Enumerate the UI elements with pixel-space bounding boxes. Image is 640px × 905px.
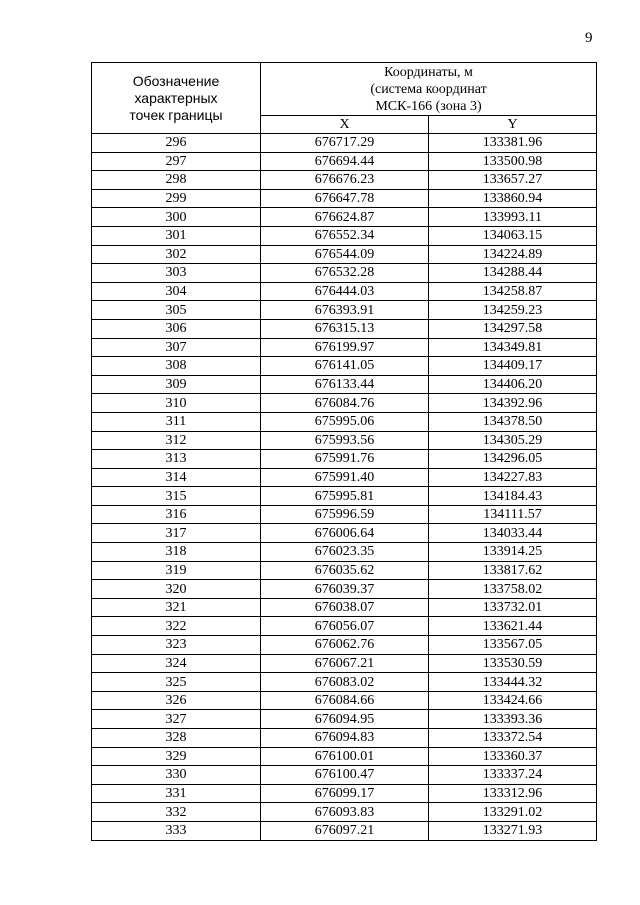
x-coordinate-cell: 676133.44 <box>261 375 429 394</box>
table-row <box>92 821 597 840</box>
header-coordinates-line: (система координат <box>370 81 487 97</box>
y-coordinate-cell: 133393.36 <box>429 710 597 729</box>
header-row-top <box>92 63 597 116</box>
x-coordinate-cell: 676006.64 <box>261 524 429 543</box>
table-row <box>92 654 597 673</box>
table-row <box>92 357 597 376</box>
y-coordinate-cell: 134184.43 <box>429 487 597 506</box>
point-number-cell: 322 <box>92 617 261 636</box>
x-coordinate-cell: 675991.76 <box>261 450 429 469</box>
table-row <box>92 319 597 338</box>
y-coordinate-cell: 133271.93 <box>429 821 597 840</box>
table-row <box>92 394 597 413</box>
table-row <box>92 617 597 636</box>
header-coordinates-line: Координаты, м <box>384 64 473 80</box>
y-coordinate-cell: 134259.23 <box>429 301 597 320</box>
x-coordinate-cell: 676035.62 <box>261 561 429 580</box>
y-coordinate-cell: 133337.24 <box>429 766 597 785</box>
y-coordinate-cell: 134111.57 <box>429 505 597 524</box>
point-number-cell: 300 <box>92 208 261 227</box>
table-row <box>92 134 597 153</box>
point-number-cell: 319 <box>92 561 261 580</box>
page-number: 9 <box>585 30 593 46</box>
y-coordinate-cell: 134296.05 <box>429 450 597 469</box>
point-number-cell: 305 <box>92 301 261 320</box>
table-row <box>92 543 597 562</box>
table-row <box>92 152 597 171</box>
y-coordinate-cell: 133444.32 <box>429 673 597 692</box>
y-coordinate-cell: 133758.02 <box>429 580 597 599</box>
table-row <box>92 784 597 803</box>
point-number-cell: 318 <box>92 543 261 562</box>
y-coordinate-cell: 134305.29 <box>429 431 597 450</box>
y-coordinate-cell: 133312.96 <box>429 784 597 803</box>
table-row <box>92 412 597 431</box>
y-coordinate-cell: 133424.66 <box>429 691 597 710</box>
point-number-cell: 311 <box>92 412 261 431</box>
x-coordinate-cell: 676717.29 <box>261 134 429 153</box>
y-coordinate-cell: 133567.05 <box>429 636 597 655</box>
table-body <box>92 134 597 841</box>
x-coordinate-cell: 676676.23 <box>261 171 429 190</box>
x-coordinate-cell: 676084.76 <box>261 394 429 413</box>
x-coordinate-cell: 675993.56 <box>261 431 429 450</box>
x-coordinate-cell: 676067.21 <box>261 654 429 673</box>
table-row <box>92 561 597 580</box>
point-number-cell: 320 <box>92 580 261 599</box>
x-coordinate-cell: 676097.21 <box>261 821 429 840</box>
x-coordinate-cell: 676094.95 <box>261 710 429 729</box>
point-number-cell: 303 <box>92 264 261 283</box>
point-number-cell: 330 <box>92 766 261 785</box>
point-number-cell: 299 <box>92 189 261 208</box>
point-number-cell: 324 <box>92 654 261 673</box>
table-row <box>92 282 597 301</box>
header-coordinates-line: МСК-166 (зона 3) <box>375 98 482 114</box>
x-coordinate-cell: 676624.87 <box>261 208 429 227</box>
point-number-cell: 296 <box>92 134 261 153</box>
header-y: Y <box>429 116 597 134</box>
coordinates-table <box>91 62 597 841</box>
table-row <box>92 766 597 785</box>
table-row <box>92 487 597 506</box>
x-coordinate-cell: 676038.07 <box>261 598 429 617</box>
point-number-cell: 312 <box>92 431 261 450</box>
point-number-cell: 298 <box>92 171 261 190</box>
table-row <box>92 729 597 748</box>
y-coordinate-cell: 134224.89 <box>429 245 597 264</box>
x-coordinate-cell: 676062.76 <box>261 636 429 655</box>
table-row <box>92 524 597 543</box>
y-coordinate-cell: 134349.81 <box>429 338 597 357</box>
y-coordinate-cell: 133621.44 <box>429 617 597 636</box>
y-coordinate-cell: 133291.02 <box>429 803 597 822</box>
point-number-cell: 308 <box>92 357 261 376</box>
header-coordinates <box>261 63 597 116</box>
x-coordinate-cell: 676083.02 <box>261 673 429 692</box>
x-coordinate-cell: 676039.37 <box>261 580 429 599</box>
x-coordinate-cell: 676199.97 <box>261 338 429 357</box>
x-coordinate-cell: 676093.83 <box>261 803 429 822</box>
x-coordinate-cell: 676647.78 <box>261 189 429 208</box>
x-coordinate-cell: 675995.81 <box>261 487 429 506</box>
y-coordinate-cell: 133817.62 <box>429 561 597 580</box>
point-number-cell: 331 <box>92 784 261 803</box>
point-number-cell: 323 <box>92 636 261 655</box>
point-number-cell: 306 <box>92 319 261 338</box>
point-number-cell: 316 <box>92 505 261 524</box>
point-number-cell: 329 <box>92 747 261 766</box>
table-row <box>92 301 597 320</box>
x-coordinate-cell: 676084.66 <box>261 691 429 710</box>
point-number-cell: 304 <box>92 282 261 301</box>
y-coordinate-cell: 134288.44 <box>429 264 597 283</box>
point-number-cell: 314 <box>92 468 261 487</box>
table-row <box>92 431 597 450</box>
point-number-cell: 328 <box>92 729 261 748</box>
table-row <box>92 171 597 190</box>
table-row <box>92 710 597 729</box>
y-coordinate-cell: 133372.54 <box>429 729 597 748</box>
y-coordinate-cell: 133381.96 <box>429 134 597 153</box>
x-coordinate-cell: 676094.83 <box>261 729 429 748</box>
table-row <box>92 691 597 710</box>
table-row <box>92 338 597 357</box>
x-coordinate-cell: 676099.17 <box>261 784 429 803</box>
point-number-cell: 321 <box>92 598 261 617</box>
point-number-cell: 310 <box>92 394 261 413</box>
y-coordinate-cell: 134392.96 <box>429 394 597 413</box>
x-coordinate-cell: 676141.05 <box>261 357 429 376</box>
table-row <box>92 375 597 394</box>
point-number-cell: 325 <box>92 673 261 692</box>
x-coordinate-cell: 675996.59 <box>261 505 429 524</box>
y-coordinate-cell: 134297.58 <box>429 319 597 338</box>
x-coordinate-cell: 676532.28 <box>261 264 429 283</box>
point-number-cell: 332 <box>92 803 261 822</box>
x-coordinate-cell: 676393.91 <box>261 301 429 320</box>
x-coordinate-cell: 676544.09 <box>261 245 429 264</box>
y-coordinate-cell: 134258.87 <box>429 282 597 301</box>
header-points-line: характерных <box>134 89 218 106</box>
y-coordinate-cell: 134406.20 <box>429 375 597 394</box>
x-coordinate-cell: 676056.07 <box>261 617 429 636</box>
table-row <box>92 468 597 487</box>
header-points-line: точек границы <box>129 106 223 123</box>
point-number-cell: 309 <box>92 375 261 394</box>
table-row <box>92 264 597 283</box>
y-coordinate-cell: 133500.98 <box>429 152 597 171</box>
table-row <box>92 673 597 692</box>
table-row <box>92 208 597 227</box>
x-coordinate-cell: 676552.34 <box>261 226 429 245</box>
y-coordinate-cell: 134409.17 <box>429 357 597 376</box>
x-coordinate-cell: 676444.03 <box>261 282 429 301</box>
y-coordinate-cell: 133860.94 <box>429 189 597 208</box>
point-number-cell: 313 <box>92 450 261 469</box>
x-coordinate-cell: 676100.01 <box>261 747 429 766</box>
x-coordinate-cell: 676100.47 <box>261 766 429 785</box>
point-number-cell: 301 <box>92 226 261 245</box>
point-number-cell: 333 <box>92 821 261 840</box>
table-row <box>92 803 597 822</box>
y-coordinate-cell: 133530.59 <box>429 654 597 673</box>
point-number-cell: 317 <box>92 524 261 543</box>
table-row <box>92 450 597 469</box>
y-coordinate-cell: 133914.25 <box>429 543 597 562</box>
y-coordinate-cell: 133732.01 <box>429 598 597 617</box>
point-number-cell: 326 <box>92 691 261 710</box>
y-coordinate-cell: 134063.15 <box>429 226 597 245</box>
table-row <box>92 505 597 524</box>
x-coordinate-cell: 675991.40 <box>261 468 429 487</box>
point-number-cell: 302 <box>92 245 261 264</box>
y-coordinate-cell: 133993.11 <box>429 208 597 227</box>
point-number-cell: 307 <box>92 338 261 357</box>
header-x: X <box>261 116 429 134</box>
point-number-cell: 327 <box>92 710 261 729</box>
table-row <box>92 598 597 617</box>
x-coordinate-cell: 676694.44 <box>261 152 429 171</box>
y-coordinate-cell: 134378.50 <box>429 412 597 431</box>
header-points-line: Обозначение <box>132 72 220 89</box>
table-row <box>92 580 597 599</box>
x-coordinate-cell: 676315.13 <box>261 319 429 338</box>
header-points <box>92 63 261 134</box>
y-coordinate-cell: 133657.27 <box>429 171 597 190</box>
table-header <box>92 63 597 134</box>
table-row <box>92 747 597 766</box>
table-row <box>92 226 597 245</box>
table-row <box>92 636 597 655</box>
y-coordinate-cell: 134227.83 <box>429 468 597 487</box>
x-coordinate-cell: 676023.35 <box>261 543 429 562</box>
point-number-cell: 315 <box>92 487 261 506</box>
y-coordinate-cell: 133360.37 <box>429 747 597 766</box>
y-coordinate-cell: 134033.44 <box>429 524 597 543</box>
table-row <box>92 245 597 264</box>
point-number-cell: 297 <box>92 152 261 171</box>
x-coordinate-cell: 675995.06 <box>261 412 429 431</box>
table-row <box>92 189 597 208</box>
